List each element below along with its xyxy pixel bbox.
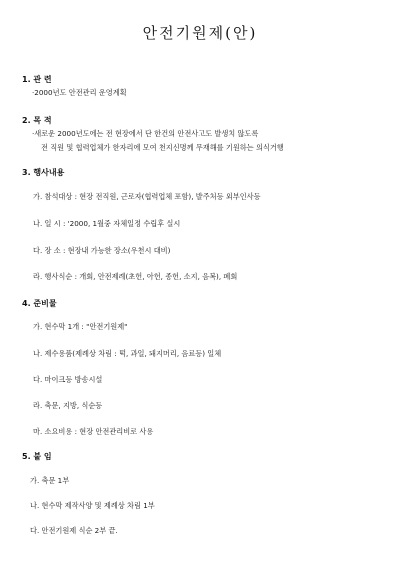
section-line: 다. 장 소 : 현장내 가능한 장소(우천시 대비) [33, 246, 171, 255]
section-line: 나. 제수용품(제례상 차림 : 떡, 과일, 돼지머리, 음료등) 일체 [33, 349, 222, 358]
section-line: 나. 일 시 : '2000, 1월중 자체일정 수립후 실시 [33, 219, 181, 228]
section-line: 다. 안전기원제 식순 2부 끝. [30, 526, 118, 535]
section-line: 전 직원 및 협력업체가 한자리에 모여 천지신명께 무재해를 기원하는 의식거행 [41, 143, 284, 152]
section-line: 가. 참석대상 : 현장 전직원, 근로자(협력업체 포함), 발주처등 외부인사등 [33, 192, 261, 201]
section-heading-attachments: 5. 붙 임 [22, 452, 52, 461]
section-line: 마. 소요비용 : 현장 안전관리비로 사용 [33, 427, 154, 436]
section-heading-event-contents: 3. 행사내용 [22, 168, 65, 177]
section-heading-purpose: 2. 목 적 [22, 116, 52, 125]
section-line: 나. 현수막 제작사양 및 제례상 차림 1부 [30, 501, 155, 510]
section-line: 라. 행사식순 : 개회, 안전제례(초헌, 아헌, 종헌, 소지, 음복), 폐회 [33, 272, 238, 281]
section-line: ·새로운 2000년도에는 전 현장에서 단 한건의 안전사고도 발생치 않도록 [32, 129, 259, 138]
document-title: 안전기원제(안) [142, 24, 258, 42]
section-line: 가. 현수막 1개 : "안전기원제" [33, 322, 128, 331]
section-line: 라. 축문, 지방, 식순등 [33, 401, 103, 410]
section-heading-related: 1. 관 련 [22, 75, 52, 84]
section-heading-preparations: 4. 준비물 [22, 299, 57, 308]
section-line: 가. 축문 1부 [30, 476, 70, 485]
section-line: ·2000년도 안전관리 운영계획 [32, 88, 127, 97]
section-line: 다. 마이크등 방송시설 [33, 375, 103, 384]
